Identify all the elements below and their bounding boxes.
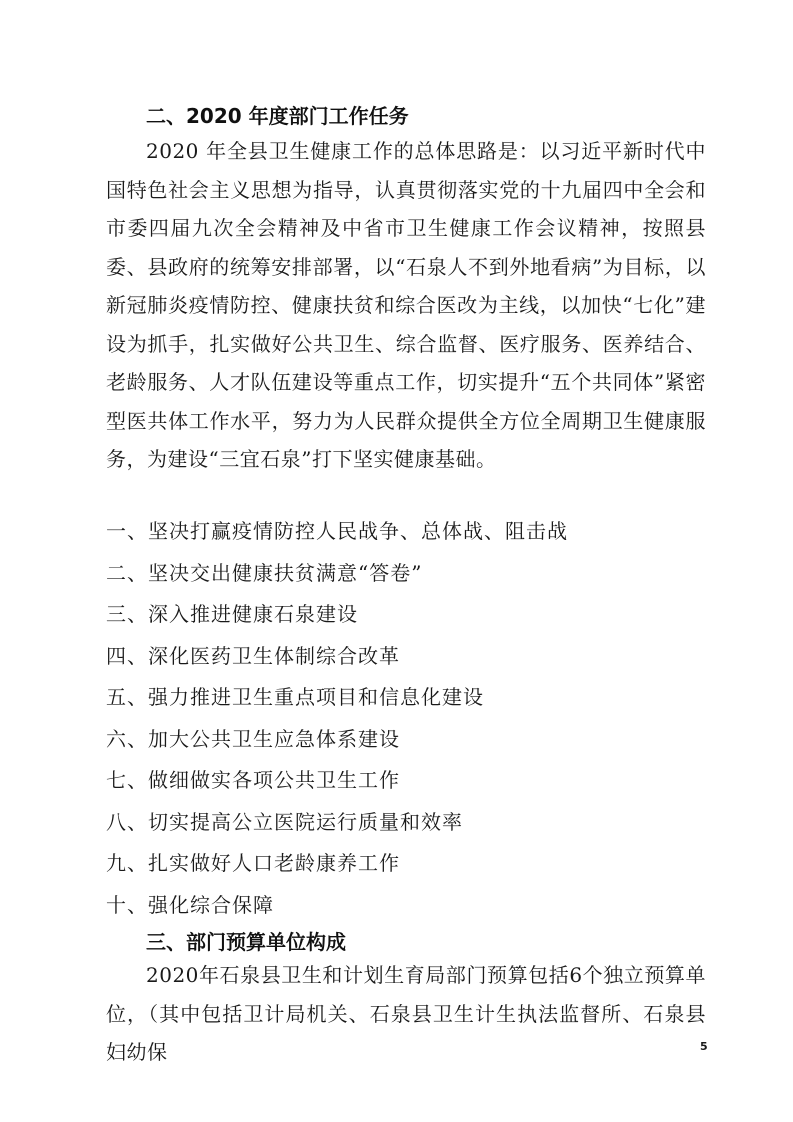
page-number: 5	[700, 1040, 708, 1053]
list-item: 一、坚决打赢疫情防控人民战争、总体战、阻击战	[106, 519, 568, 543]
list-item: 四、深化医药卫生体制综合改革	[106, 643, 400, 668]
work-tasks-paragraph: 2020 年全县卫生健康工作的总体思路是：以习近平新时代中国特色社会主义思想为指导，认真贯彻落实党的十九届四中全会和市委四届九次全会精神及中省市卫生健康工作会议精神，按照县委、县政府的统筹安排部署，以“石泉人不到外地看病”为目标，以新冠肺炎疫情防控、健康扶贫和综合医改为主线，以加快“七化”建设为抓手，扎实做好公共卫生、综合监督、医疗服务、医养结合、老龄服务、人才队伍建设等重点工作，切实提升“五个共同体”紧密型医共体工作水平，努力为人民群众提供全方位全周期卫生健康服务，为建设“三宜石泉”打下坚实健康基础。	[106, 139, 706, 471]
section-heading-work-tasks: 二、2020 年度部门工作任务	[146, 104, 409, 128]
list-item: 五、强力推进卫生重点项目和信息化建设	[106, 685, 484, 709]
list-item: 十、强化综合保障	[106, 892, 274, 917]
budget-units-paragraph: 2020年石泉县卫生和计划生育局部门预算包括6个独立预算单位，（其中包括卫计局机关、石泉县卫生计生执法监督所、石泉县妇幼保	[106, 963, 706, 1064]
section-heading-budget-units: 三、部门预算单位构成	[146, 930, 346, 954]
list-item: 七、做细做实各项公共卫生工作	[106, 768, 400, 792]
list-item: 二、坚决交出健康扶贫满意“答卷”	[106, 560, 423, 585]
list-item: 九、扎实做好人口老龄康养工作	[106, 851, 400, 875]
list-item: 八、切实提高公立医院运行质量和效率	[106, 809, 463, 834]
task-list	[106, 511, 568, 926]
list-item: 六、加大公共卫生应急体系建设	[106, 726, 400, 751]
list-item: 三、深入推进健康石泉建设	[106, 602, 358, 626]
